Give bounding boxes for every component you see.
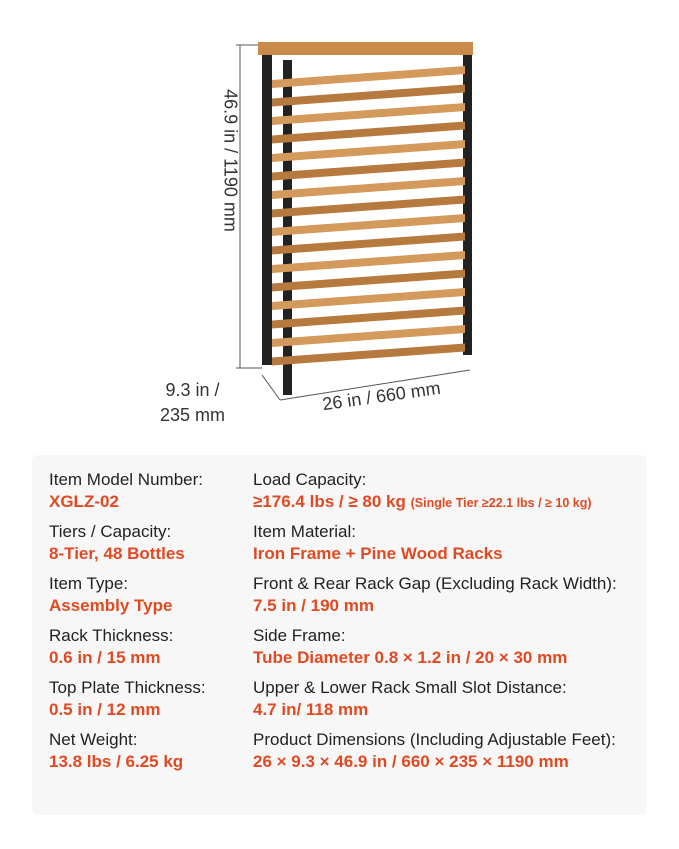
spec-label: Rack Thickness: xyxy=(49,626,174,645)
spec-label: Item Type: xyxy=(49,574,129,593)
spec-label: Upper & Lower Rack Small Slot Distance: xyxy=(253,678,567,697)
rack-slat xyxy=(272,214,465,236)
spec-value: 0.6 in / 15 mm xyxy=(49,648,161,667)
rack-slat xyxy=(272,177,465,199)
height-dimension: 46.9 in / 1190 mm xyxy=(220,89,241,232)
spec-item xyxy=(253,469,617,521)
rack-slat xyxy=(272,103,465,125)
spec-value: 13.8 lbs / 6.25 kg xyxy=(49,752,184,771)
spec-value: 0.5 in / 12 mm xyxy=(49,700,161,719)
rack-slat xyxy=(272,251,465,273)
spec-column-right xyxy=(253,469,617,781)
wood-racks xyxy=(272,66,465,366)
spec-label: Front & Rear Rack Gap (Excluding Rack Width): xyxy=(253,574,617,593)
width-dimension: 26 in / 660 mm xyxy=(321,377,442,415)
spec-value: 26 × 9.3 × 46.9 in / 660 × 235 × 1190 mm xyxy=(253,752,569,771)
spec-label: Tiers / Capacity: xyxy=(49,522,172,541)
top-plate xyxy=(258,42,473,55)
rack-slat xyxy=(272,233,465,255)
rack-slat xyxy=(272,159,465,181)
spec-label: Net Weight: xyxy=(49,730,138,749)
spec-item xyxy=(253,677,617,729)
rack-slat xyxy=(272,344,465,366)
spec-label: Side Frame: xyxy=(253,626,346,645)
load-capacity-value: ≥176.4 lbs / ≥ 80 kg xyxy=(253,492,406,511)
spec-value: XGLZ-02 xyxy=(49,492,119,511)
spec-label: Product Dimensions (Including Adjustable Feet): xyxy=(253,730,616,749)
spec-item xyxy=(49,625,206,677)
rack-slat xyxy=(272,140,465,162)
spec-label: Load Capacity: xyxy=(253,470,367,489)
spec-value: Iron Frame + Pine Wood Racks xyxy=(253,544,503,563)
spec-column-left xyxy=(49,469,206,781)
spec-value: Assembly Type xyxy=(49,596,173,615)
load-capacity-note: (Single Tier ≥22.1 lbs / ≥ 10 kg) xyxy=(410,496,592,510)
rack-slat xyxy=(272,196,465,218)
spec-item xyxy=(253,521,617,573)
rack-slat xyxy=(272,122,465,144)
spec-item xyxy=(253,729,617,781)
spec-label: Item Material: xyxy=(253,522,356,541)
spec-value: 4.7 in/ 118 mm xyxy=(253,700,369,719)
spec-item xyxy=(253,625,617,677)
rack-slat xyxy=(272,270,465,292)
spec-value xyxy=(253,490,617,515)
spec-item xyxy=(49,521,206,573)
depth-dimension xyxy=(160,378,225,428)
spec-card xyxy=(32,455,647,815)
spec-value: 8-Tier, 48 Bottles xyxy=(49,544,185,563)
depth-line1: 9.3 in / xyxy=(165,380,220,400)
spec-item xyxy=(49,729,206,781)
rack-slat xyxy=(272,85,465,107)
spec-item xyxy=(253,573,617,625)
spec-item xyxy=(49,677,206,729)
spec-label: Item Model Number: xyxy=(49,470,203,489)
spec-value: Tube Diameter 0.8 × 1.2 in / 20 × 30 mm xyxy=(253,648,568,667)
spec-item xyxy=(49,469,206,521)
spec-item xyxy=(49,573,206,625)
rack-slat xyxy=(272,307,465,329)
rack-slat xyxy=(272,325,465,347)
rack-slat xyxy=(272,66,465,88)
depth-line2: 235 mm xyxy=(160,405,226,425)
spec-value: 7.5 in / 190 mm xyxy=(253,596,374,615)
rack-slat xyxy=(272,288,465,310)
spec-label: Top Plate Thickness: xyxy=(49,678,206,697)
